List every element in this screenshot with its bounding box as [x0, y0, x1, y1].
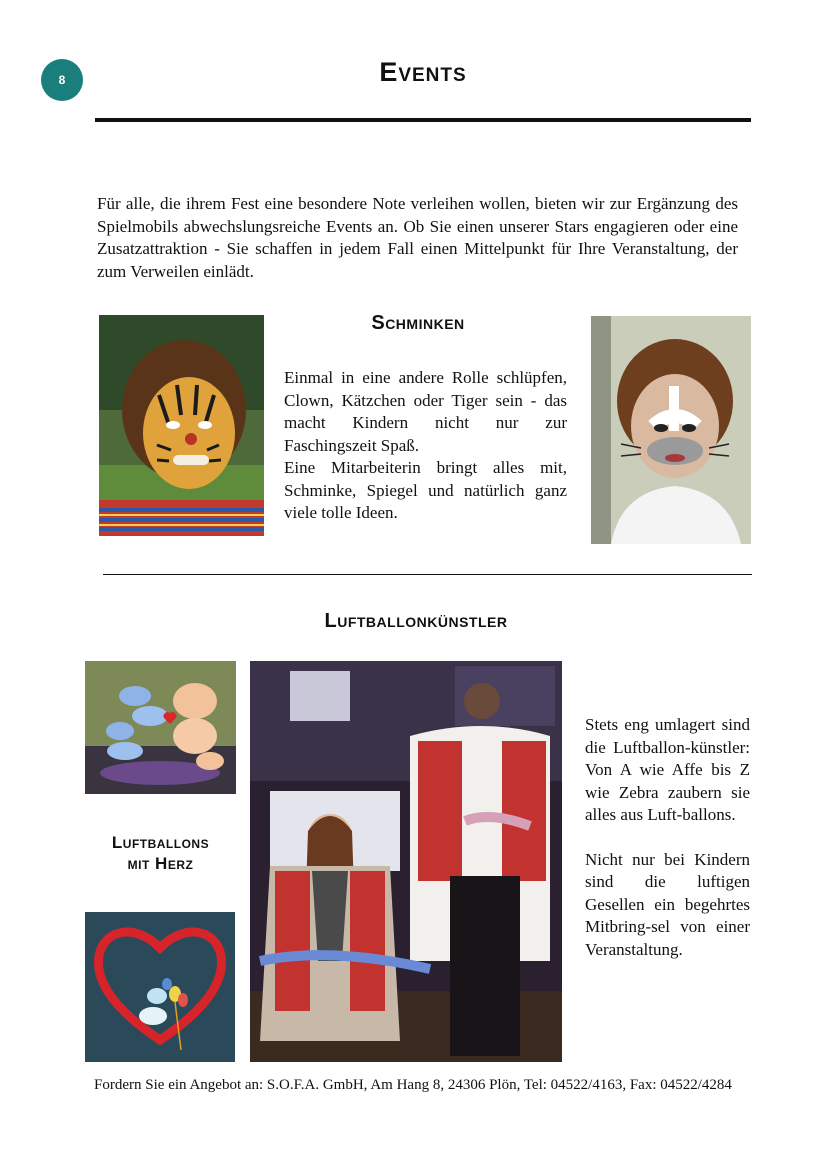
balloon-caption-line2: mit Herz: [127, 854, 194, 873]
balloon-artists-photo: [250, 661, 562, 1062]
page-title: Events: [379, 57, 467, 87]
tiger-facepaint-photo: [99, 315, 264, 536]
balloon-caption-line1: Luftballons: [111, 833, 210, 852]
schminken-text-2: Eine Mitarbeiterin bringt alles mit, Schminke, Spiegel und natürlich ganz viele tolle Ideen.: [284, 458, 567, 522]
page-number: 8: [58, 73, 66, 87]
schminken-text: [284, 367, 567, 525]
luftballon-text-2: Nicht nur bei Kindern sind die luftigen Gesellen ein begehrtes Mitbring-sel von einer Veranstaltung.: [585, 849, 750, 959]
luftballon-text: [585, 714, 750, 961]
footer-contact: Fordern Sie ein Angebot an: S.O.F.A. GmbH, Am Hang 8, 24306 Plön, Tel: 04522/4163, Fax: 04522/4284: [94, 1077, 732, 1093]
section-divider: [103, 574, 752, 575]
balloon-heart-photo: [85, 912, 235, 1062]
header-divider: [95, 118, 751, 122]
luftballon-text-1: Stets eng umlagert sind die Luftballon-künstler: Von A wie Affe bis Z wie Zebra zaubern sie alles aus Luft-ballons.: [585, 715, 750, 824]
intro-paragraph: Für alle, die ihrem Fest eine besondere Note verleihen wollen, bieten wir zur Ergänzung des Spielmobils abwechslungsreiche Events an. Ob Sie einen unserer Stars engagieren oder eine Zusatzattraktion - Sie schaffen in jedem Fall einen Mittelpunkt für Ihre Veranstaltung, der zum Verweilen einlädt.: [97, 194, 738, 281]
schminken-heading: Schminken: [371, 312, 465, 334]
schminken-text-1: Einmal in eine andere Rolle schlüpfen, Clown, Kätzchen oder Tiger sein - das macht Kindern nicht nur zur Faschingszeit Spaß.: [284, 368, 567, 455]
balloon-caption: [85, 832, 236, 874]
luftballon-heading: Luftballonkünstler: [324, 610, 508, 632]
cat-facepaint-photo: [591, 316, 751, 544]
balloon-animals-photo: [85, 661, 236, 794]
